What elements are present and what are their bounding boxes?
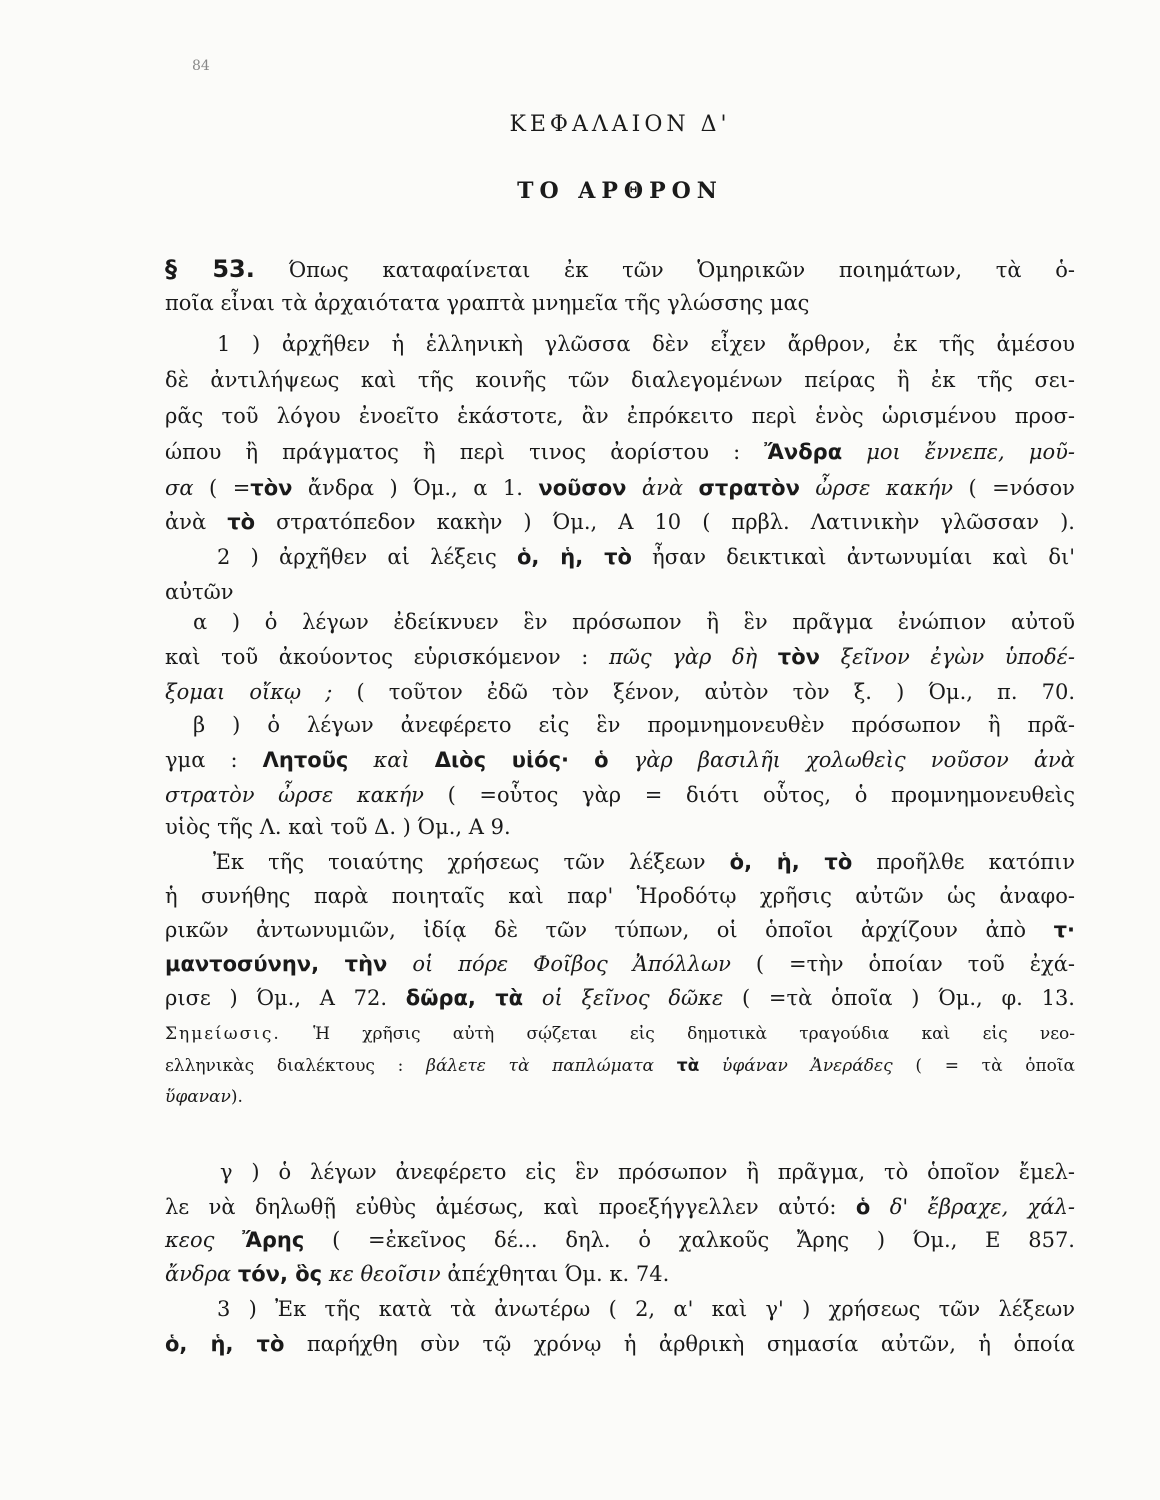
bold-span: Ἄνδρα [764,440,843,464]
text-line [165,510,1075,534]
note-line [165,1087,1075,1107]
italic-span: ξεῖνον ἐγὼν ὑποδέ- [840,645,1075,669]
italic-span: καὶ [373,748,410,772]
italic-span: ἀνὰ [641,476,684,500]
text-line [165,748,1075,772]
text-line [193,610,1075,634]
text-span: λε νὰ δηλωθῇ εὐθὺς ἀμέσως, καὶ προεξήγγελλεν αὐτό: [165,1195,837,1219]
text-line [165,255,1075,283]
text-span: ελληνικὰς διαλέκτους : [165,1056,404,1076]
italic-span: ὑφάναν Ἀνεράδες [721,1056,893,1076]
text-span: ( =τὰ ὁποῖα ) Όμ., φ. 13. [741,986,1075,1010]
note-line [165,1024,1075,1044]
text-span: ( = [209,476,251,500]
text-line [217,332,1075,356]
bold-span: μαντοσύνην, τὴν [165,952,388,976]
text-line [165,783,1075,807]
chapter-title: ΚΕΦΑΛΑΙΟΝ Δ' [509,112,731,137]
text-span: α ) ὁ λέγων ἐδείκνυεν ἓν πρόσωπον ἢ ἓν πρᾶγμα ἐνώπιον αὐτοῦ [193,610,1075,634]
text-line [165,1262,1075,1286]
text-span: ἀπέχθηται Όμ. κ. 74. [447,1262,670,1286]
section-heading: ΤΟ ΑΡΘΡΟΝ [517,178,723,204]
bold-span: στρατὸν [698,476,800,500]
text-line [165,1228,1075,1252]
text-line [165,952,1075,976]
text-line [220,1160,1075,1184]
text-span: 1 ) ἀρχῆθεν ἡ ἑλληνικὴ γλῶσσα δὲν εἶχεν ἄρθρον, ἐκ τῆς ἀμέσου [217,332,1075,356]
text-span: ( =ἐκεῖνος δέ... δηλ. ὁ χαλκοῦς Ἄρης ) Όμ., Ε 857. [332,1228,1075,1252]
section-sign: § 53. [165,255,255,283]
text-line [165,918,1075,942]
text-line [165,368,1075,392]
text-span: υἱὸς τῆς Λ. καὶ τοῦ Δ. ) Όμ., Α 9. [165,815,511,839]
text-line [217,1297,1075,1321]
italic-span: σα [165,476,194,500]
text-span: Όπως καταφαίνεται ἐκ τῶν Ὁμηρικῶν ποιημάτων, τὰ ὁ- [288,258,1075,282]
text-span: β ) ὁ λέγων ἀνεφέρετο εἰς ἓν προμνημονευθὲν πρόσωπον ἢ πρᾶ- [193,713,1075,737]
text-line [193,713,1075,737]
text-span: ἄνδρα ) Όμ., α 1. [307,476,523,500]
text-span: ( τοῦτον ἐδῶ τὸν ξένον, αὐτὸν τὸν ξ. ) Όμ., π. 70. [356,680,1075,704]
bold-span: ὁ, ἡ, τὸ [516,545,632,569]
text-span: ἀνὰ [165,510,207,534]
bold-span: Λητοῦς [262,748,349,772]
text-span: ( =οὗτος γὰρ = διότι οὗτος, ὁ προμνημονευθεὶς [447,783,1075,807]
text-line [165,404,1075,428]
italic-span: οἱ πόρε Φοῖβος Ἀπόλλων [412,952,731,976]
text-span: 2 ) ἀρχῆθεν αἱ λέξεις [217,545,497,569]
text-line [213,850,1075,874]
italic-span: μοι ἔννεπε, μοῦ- [866,440,1075,464]
italic-span: κεος [165,1228,215,1252]
bold-span: δῶρα, τὰ [405,986,524,1010]
text-span: παρήχθη σὺν τῷ χρόνῳ ἡ ἀρθρικὴ σημασία αὐτῶν, ἡ ὁποία [306,1332,1075,1356]
text-span: ρᾶς τοῦ λόγου ἐνοεῖτο ἑκάστοτε, ἂν ἐπρόκειτο περὶ ἑνὸς ὡρισμένου προσ- [165,404,1075,428]
text-span: γ ) ὁ λέγων ἀνεφέρετο εἰς ἓν πρόσωπον ἢ πρᾶγμα, τὸ ὁποῖον ἔμελ- [220,1160,1075,1184]
bold-span: τόν, ὃς [237,1262,323,1286]
bold-span: τ· [1053,918,1075,942]
bold-span: ὁ, ἡ, τὸ [729,850,853,874]
note-label: Σημείωσις. [165,1024,281,1044]
text-line [165,680,1075,704]
text-span: ἦσαν δεικτικαὶ ἀντωνυμίαι καὶ δι' [652,545,1075,569]
italic-span: πῶς γὰρ δὴ [608,645,758,669]
text-span: ρισε ) Όμ., Α 72. [165,986,388,1010]
text-line [165,291,1075,315]
italic-span: ὦρσε κακήν [815,476,954,500]
bold-span: τὸν [250,476,293,500]
italic-span: ἄνδρα [165,1262,232,1286]
text-span: ( = τὰ ὁποῖα [915,1056,1076,1076]
text-line [165,884,1075,908]
bold-span: τὰ [676,1056,700,1076]
text-line [165,986,1075,1010]
text-span: προῆλθε κατόπιν [876,850,1075,874]
text-span: ώπου ἢ πράγματος ἢ περὶ τινος ἀορίστου : [165,440,741,464]
bold-span: Διὸς υἱός· [434,748,570,772]
text-line [217,545,1075,569]
text-line [165,1195,1075,1219]
text-span: αὐτῶν [165,580,234,604]
text-line [165,580,1075,604]
text-span: 3 ) Ἐκ τῆς κατὰ τὰ ἀνωτέρω ( 2, α' καὶ γ' ) χρήσεως τῶν λέξεων [217,1297,1075,1321]
text-span: γμα : [165,748,238,772]
bold-span: τὸ [227,510,256,534]
text-span: ποῖα εἶναι τὰ ἀρχαιότατα γραπτὰ μνημεῖα τῆς γλώσσης μας [165,291,810,315]
italic-span: ξομαι οἴκῳ ; [165,680,333,704]
italic-span: κε θεοῖσιν [328,1262,441,1286]
bold-span: ὁ [855,1195,871,1219]
text-line [165,440,1075,464]
bold-span: Ἄρης [242,1228,305,1252]
text-span: ( =νόσον [968,476,1075,500]
text-span: Ἡ χρῆσις αὐτὴ σῴζεται εἰς δημοτικὰ τραγούδια καὶ εἰς νεο- [313,1024,1075,1044]
bold-span: ὁ [594,748,609,772]
text-line [165,645,1075,669]
text-line [165,815,1075,839]
text-span: ( =τὴν ὁποίαν τοῦ ἐχά- [755,952,1075,976]
text-span: ρικῶν ἀντωνυμιῶν, ἰδίᾳ δὲ τῶν τύπων, οἱ ὁποῖοι ἀρχίζουν ἀπὸ [165,918,1027,942]
text-line [165,1332,1075,1356]
italic-span: δ' ἔβραχε, χάλ- [889,1195,1075,1219]
bold-span: νοῦσον [538,476,627,500]
bold-span: ὁ, ἡ, τὸ [165,1332,285,1356]
italic-span: γὰρ βασιλῆι χολωθεὶς νοῦσον ἀνὰ [633,748,1075,772]
italic-span: στρατὸν ὦρσε κακήν [165,783,424,807]
bold-span: τὸν [777,645,820,669]
text-span: ἡ συνήθης παρὰ ποιηταῖς καὶ παρ' Ἡροδότῳ χρῆσις αὐτῶν ὡς ἀναφο- [165,884,1075,908]
text-span: ). [230,1087,243,1107]
italic-span: ὕφαναν [165,1087,231,1107]
text-span: καὶ τοῦ ἀκούοντος εὑρισκόμενον : [165,645,589,669]
text-span: στρατόπεδον κακὴν ) Όμ., Α 10 ( πρβλ. Λατινικὴν γλῶσσαν ). [276,510,1075,534]
italic-span: βάλετε τὰ παπλώματα [426,1056,655,1076]
italic-span: οἱ ξεῖνος δῶκε [541,986,724,1010]
text-span: δὲ ἀντιλήψεως καὶ τῆς κοινῆς τῶν διαλεγομένων πείρας ἢ ἐκ τῆς σει- [165,368,1075,392]
text-line [165,476,1075,500]
note-line [165,1056,1075,1076]
text-span: Ἐκ τῆς τοιαύτης χρήσεως τῶν λέξεων [213,850,706,874]
page-number: 84 [192,58,210,74]
